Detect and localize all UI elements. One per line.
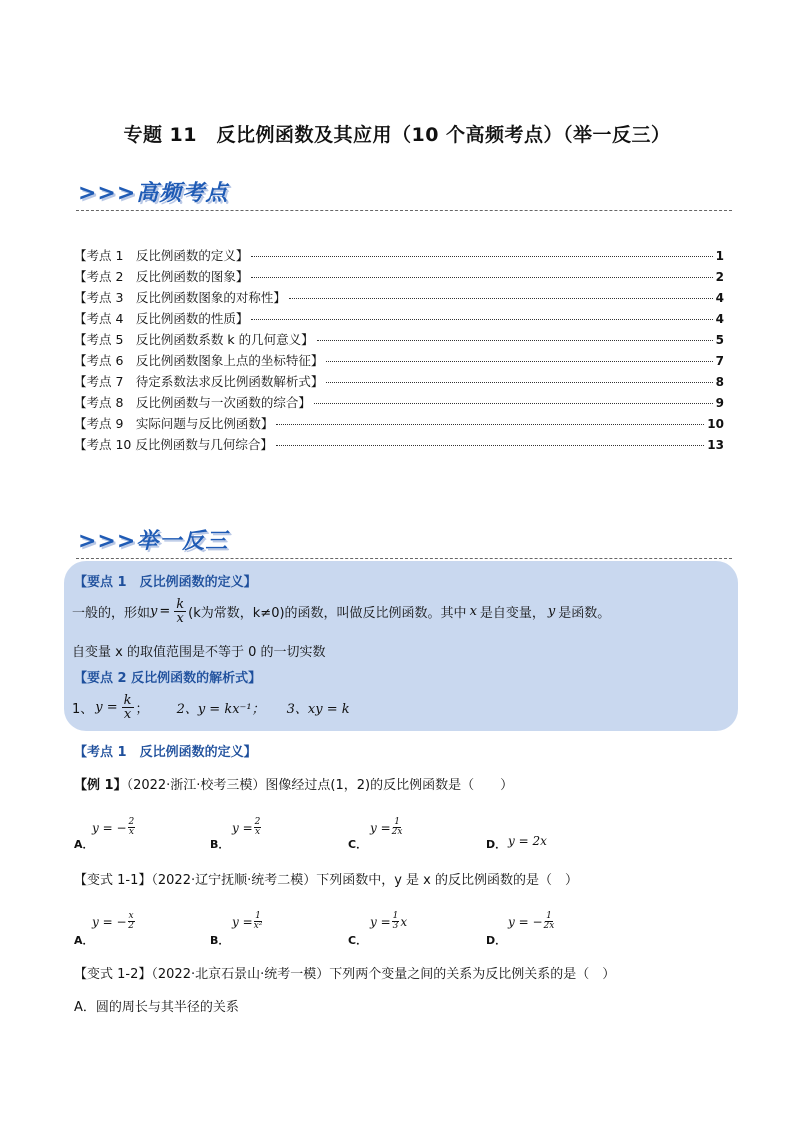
banner-divider [76, 210, 732, 211]
toc-entry-page: 8 [715, 375, 724, 389]
toc-leader-dots [251, 319, 712, 320]
form-1-lhs: y = [95, 700, 118, 715]
toc-entry-page: 4 [715, 312, 724, 326]
option-formula: y = $\frac{1}{2x}$ [370, 817, 403, 837]
toc-entry[interactable] [74, 288, 724, 309]
toc-entry-label: 【考点 4 反比例函数的性质】 [74, 311, 249, 326]
toc-entry-label: 【考点 6 反比例函数图象上点的坐标特征】 [74, 353, 324, 368]
math-x: x [469, 604, 477, 619]
math-y: y [547, 604, 556, 619]
key-point-1-heading: 【要点 1 反比例函数的定义】 [74, 575, 257, 590]
variant-1-1-question [74, 869, 578, 888]
toc-entry-page: 10 [707, 417, 724, 431]
form-1-prefix: 1、 [72, 702, 94, 717]
toc-leader-dots [276, 424, 704, 425]
variant-text: （2022·辽宁抚顺·统考二模）下列函数中，y 是 x 的反比例函数的是（ ） [151, 873, 579, 888]
definition-suffix: 的函数，叫做反比例函数。其中 [284, 606, 467, 621]
toc-entry-label: 【考点 7 待定系数法求反比例函数解析式】 [74, 374, 324, 389]
banner-text: >>>高频考点 [78, 181, 229, 206]
toc-entry-label: 【考点 1 反比例函数的定义】 [74, 248, 249, 263]
option-formula: y = $\frac{1}{\text{x²}}$ [232, 911, 263, 931]
option-a[interactable]: A．圆的周长与其半径的关系 [74, 1000, 239, 1015]
definition-mid: 是自变量， [479, 606, 545, 621]
toc-entry[interactable] [74, 330, 724, 351]
form-1-sep: ； [135, 702, 149, 717]
toc-entry[interactable] [74, 435, 724, 456]
toc-entry-label: 【考点 5 反比例函数系数 k 的几何意义】 [74, 332, 314, 347]
definition-line [72, 598, 610, 625]
example-1-question [74, 774, 513, 793]
variant-1-1-options [74, 908, 734, 948]
toc-entry[interactable] [74, 309, 724, 330]
option-formula: y = 2x [508, 834, 547, 848]
toc-entry-label: 【考点 8 反比例函数与一次函数的综合】 [74, 395, 311, 410]
option-formula: y = − $\frac{x}{2}$ [92, 911, 134, 931]
toc-leader-dots [251, 277, 712, 278]
toc-entry-label: 【考点 10 反比例函数与几何综合】 [74, 437, 273, 452]
example-text: （2022·浙江·校考三模）图像经过点(1，2)的反比例函数是（ ） [126, 778, 514, 793]
variant-label: 【变式 1-2】 [74, 967, 152, 982]
toc-entry[interactable] [74, 267, 724, 288]
banner-text: >>>举一反三 [78, 529, 229, 554]
option-letter: D． [486, 934, 507, 947]
domain-text: 自变量 x 的取值范围是不等于 0 的一切实数 [72, 645, 326, 660]
option-formula: y = − $\frac{1}{2x}$ [508, 911, 555, 931]
toc-leader-dots [251, 256, 712, 257]
option-letter: C． [348, 934, 368, 947]
math-y: y [150, 604, 158, 619]
toc-entry-label: 【考点 3 反比例函数图象的对称性】 [74, 290, 286, 305]
section-heading: 【考点 1 反比例函数的定义】 [74, 745, 257, 760]
option-formula: y = $\frac{2}{x}$ [232, 817, 261, 837]
form-3: 3、xy = k [286, 702, 350, 717]
toc-entry[interactable] [74, 414, 724, 435]
definition-condition: (k为常数，k≠0) [188, 606, 285, 621]
toc-entry[interactable] [74, 372, 724, 393]
key-point-2-heading: 【要点 2 反比例函数的解析式】 [74, 671, 262, 686]
definition-prefix: 一般的，形如 [72, 606, 151, 621]
toc-entry[interactable] [74, 351, 724, 372]
analytic-forms [72, 694, 350, 721]
math-equals: = [159, 604, 171, 619]
page-title: 专题 11 反比例函数及其应用（10 个高频考点）（举一反三） [123, 124, 671, 146]
toc-leader-dots [326, 361, 712, 362]
form-2: 2、y = kx⁻¹； [176, 702, 265, 717]
definition-end: 是函数。 [558, 606, 611, 621]
toc-entry-page: 13 [707, 438, 724, 452]
option-letter: B． [210, 838, 230, 851]
option-formula: y = $\frac{1}{3}$ x [370, 911, 408, 931]
example-label: 【例 1】 [74, 778, 127, 793]
toc-entry-page: 7 [715, 354, 724, 368]
option-letter: D． [486, 838, 507, 851]
toc-entry-page: 5 [715, 333, 724, 347]
table-of-contents [74, 246, 724, 456]
toc-entry[interactable] [74, 246, 724, 267]
toc-entry[interactable] [74, 393, 724, 414]
toc-entry-page: 4 [715, 291, 724, 305]
toc-entry-page: 1 [715, 249, 724, 263]
fraction-k-over-x: $\frac{k}{x}$ [176, 597, 185, 626]
toc-leader-dots [289, 298, 713, 299]
option-formula: y = − $\frac{2}{x}$ [92, 817, 135, 837]
toc-leader-dots [276, 445, 704, 446]
option-letter: A． [74, 838, 94, 851]
banner-high-frequency [72, 176, 732, 216]
toc-entry-label: 【考点 2 反比例函数的图象】 [74, 269, 249, 284]
toc-leader-dots [314, 403, 713, 404]
toc-entry-label: 【考点 9 实际问题与反比例函数】 [74, 416, 274, 431]
toc-entry-page: 2 [715, 270, 724, 284]
fraction-k-over-x: $\frac{k}{x}$ [123, 693, 132, 722]
example-1-options [74, 814, 734, 854]
toc-leader-dots [326, 382, 712, 383]
variant-label: 【变式 1-1】 [74, 873, 152, 888]
option-letter: A． [74, 934, 94, 947]
option-letter: B． [210, 934, 230, 947]
option-letter: C． [348, 838, 368, 851]
variant-1-2-question [74, 963, 615, 982]
toc-entry-page: 9 [715, 396, 724, 410]
banner-divider [76, 558, 732, 559]
toc-leader-dots [317, 340, 713, 341]
variant-text: （2022·北京石景山·统考一模）下列两个变量之间的关系为反比例关系的是（ ） [151, 967, 616, 982]
banner-examples [72, 524, 732, 564]
